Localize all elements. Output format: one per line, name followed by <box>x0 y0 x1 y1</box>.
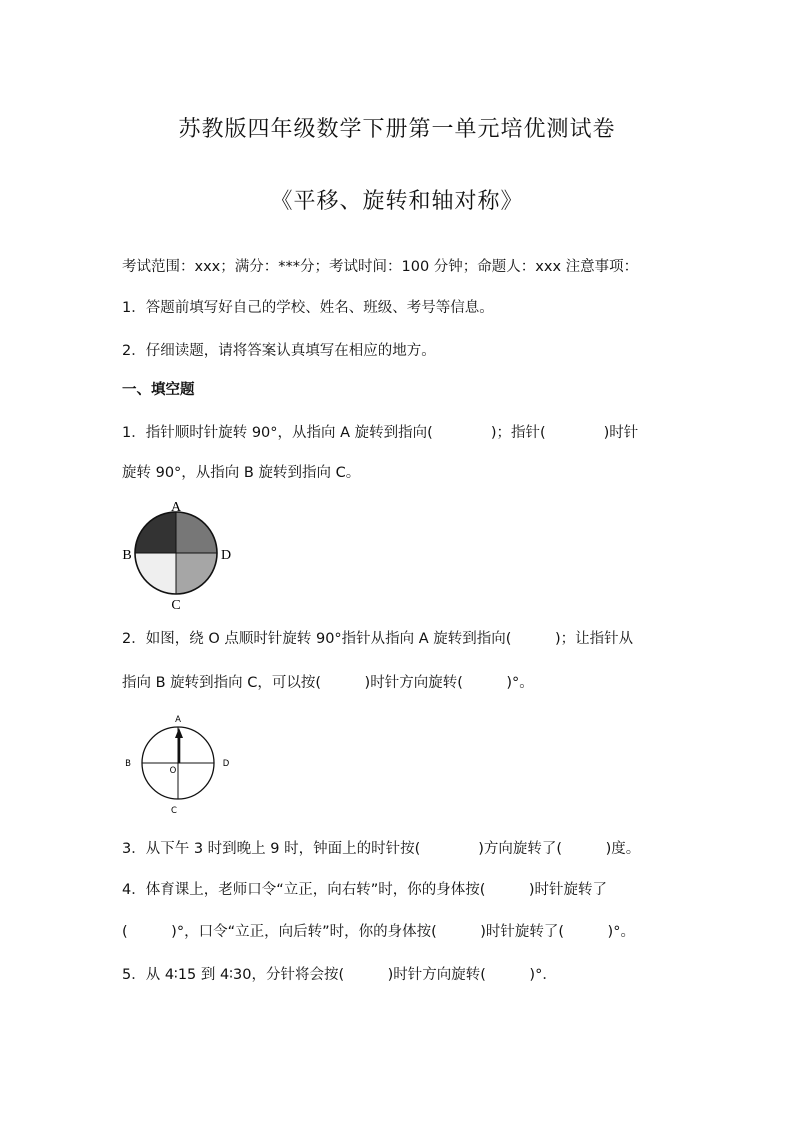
page-title: 苏教版四年级数学下册第一单元培优测试卷 <box>178 117 616 142</box>
exam-info: 考试范围：xxx；满分：***分；考试时间：100 分钟；命题人：xxx 注意事项： <box>122 259 639 275</box>
question-1-line-1: 1．指针顺时针旋转 90°，从指向 A 旋转到指向( )；指针( )时针 <box>122 425 639 441</box>
label-b: B <box>125 759 131 769</box>
note-1: 1．答题前填写好自己的学校、姓名、班级、考号等信息。 <box>122 300 494 316</box>
label-a: A <box>170 500 182 515</box>
label-d: D <box>220 548 232 563</box>
note-2: 2．仔细读题，请将答案认真填写在相应的地方。 <box>122 343 436 359</box>
figure-1-quadrant-circle <box>116 496 242 614</box>
question-2-line-1: 2．如图，绕 O 点顺时针旋转 90°指针从指向 A 旋转到指向( )；让指针从 <box>122 631 634 647</box>
label-a: A <box>175 715 181 725</box>
label-d: D <box>222 759 230 769</box>
question-3: 3．从下午 3 时到晚上 9 时，钟面上的时针按( )方向旋转了( )度。 <box>122 841 641 857</box>
figure-2-pointer-circle <box>116 710 242 820</box>
question-1-line-2: 旋转 90°，从指向 B 旋转到指向 C。 <box>122 465 361 481</box>
label-c: C <box>171 598 181 613</box>
question-5: 5．从 4∶15 到 4∶30，分针将会按( )时针方向旋转( )°． <box>122 967 557 983</box>
question-2-line-2: 指向 B 旋转到指向 C，可以按( )时针方向旋转( )°。 <box>122 675 534 691</box>
label-o: O <box>169 766 177 776</box>
question-4-line-1: 4．体育课上，老师口令“立正，向右转”时，你的身体按( )时针旋转了 <box>122 882 608 898</box>
question-4-line-2: ( )°，口令“立正，向后转”时，你的身体按( )时针旋转了( )°。 <box>122 924 635 940</box>
page-subtitle: 《平移、旋转和轴对称》 <box>270 189 524 214</box>
label-b: B <box>122 548 132 563</box>
label-c: C <box>171 806 177 816</box>
section-title: 一、填空题 <box>122 382 195 398</box>
